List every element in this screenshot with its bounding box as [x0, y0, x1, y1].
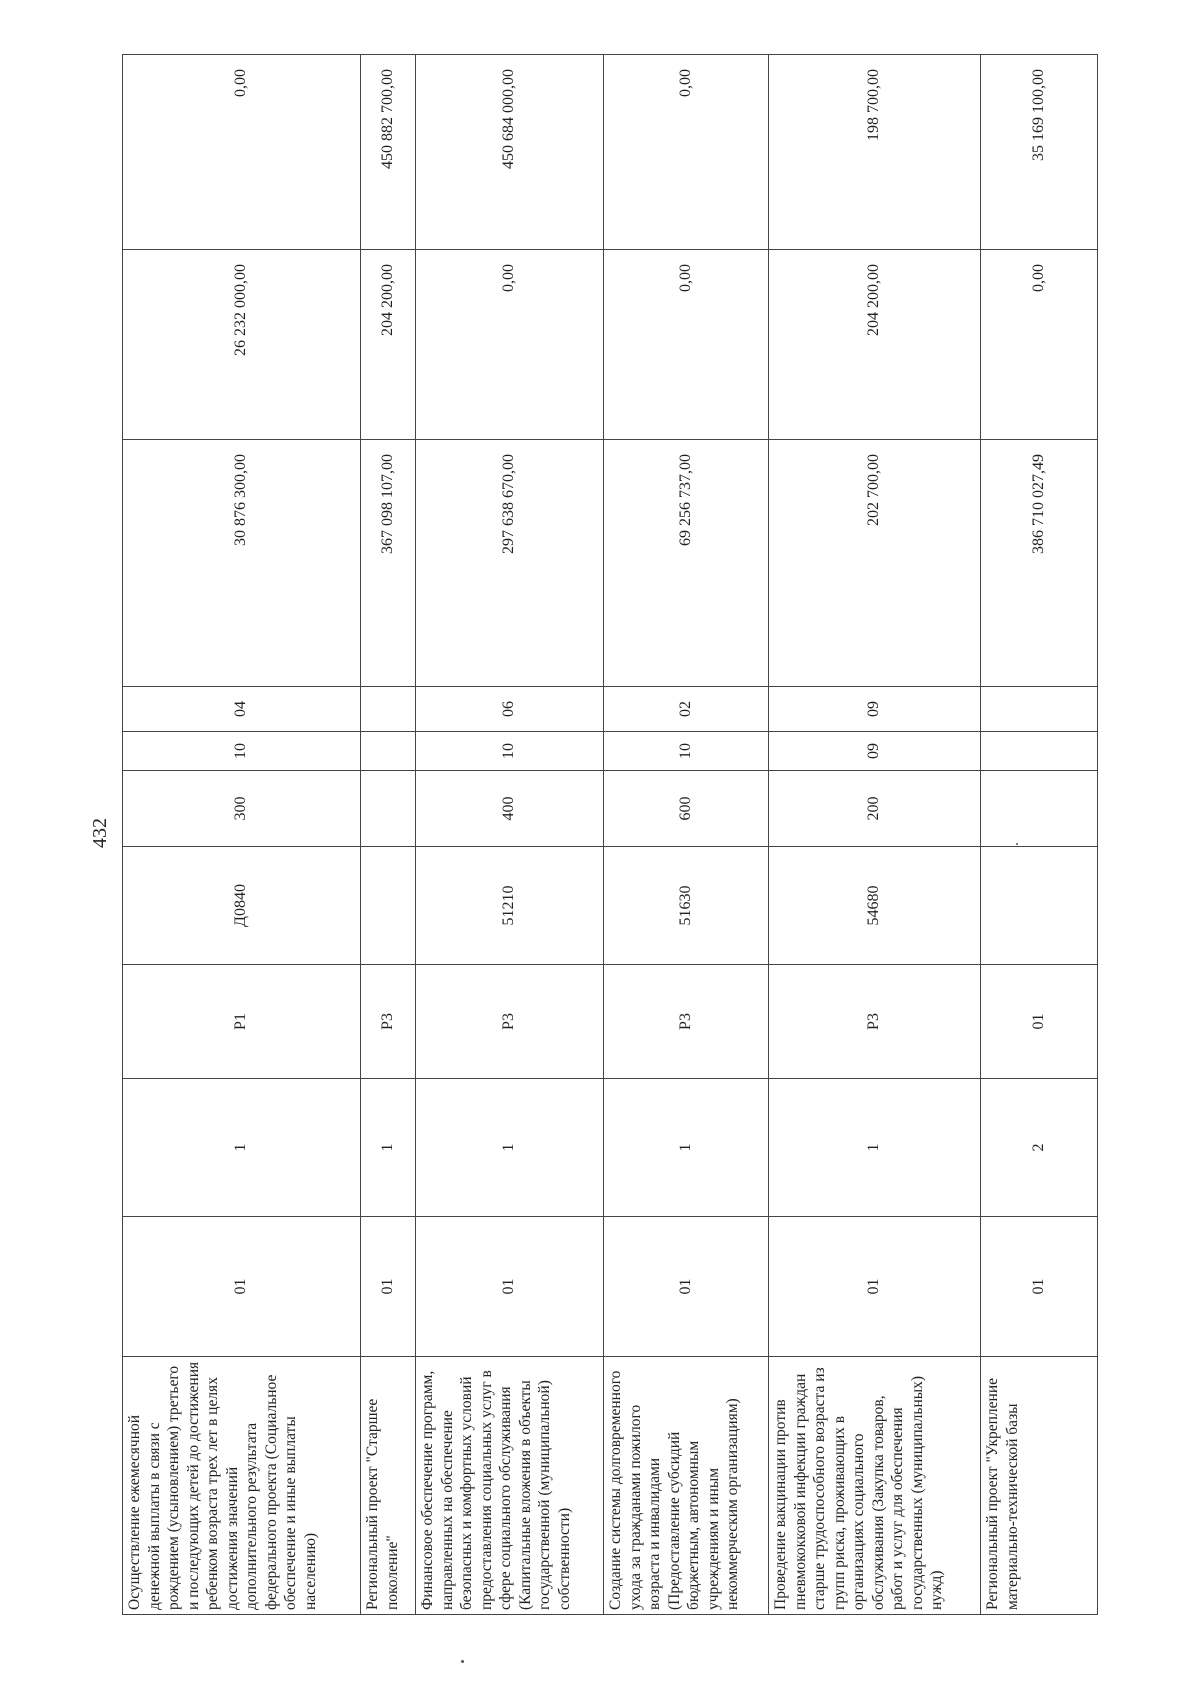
cell-subsection: 09: [769, 687, 981, 732]
cell-subsection: 02: [604, 687, 769, 732]
cell-project: P3: [416, 965, 604, 1079]
cell-sum-2: 0,00: [981, 250, 1098, 440]
cell-expense-type: 300: [123, 771, 361, 847]
cell-program: 01: [604, 1217, 769, 1357]
cell-expense-type: 400: [416, 771, 604, 847]
cell-subsection: 04: [123, 687, 361, 732]
cell-section: 10: [604, 732, 769, 771]
cell-project: P3: [769, 965, 981, 1079]
cell-section: 10: [123, 732, 361, 771]
cell-sum-1: 202 700,00: [769, 440, 981, 687]
table-row: [416, 55, 604, 1615]
cell-sum-2: 26 232 000,00: [123, 250, 361, 440]
cell-sum-3: 450 684 000,00: [416, 55, 604, 250]
row-name: Создание системы долговременного ухода за гражданами пожилого возраста и инвалидами (Предоставление субсидий бюджетным, автономным учреждениям и иным некоммерческим организациям): [604, 1357, 769, 1615]
cell-subsection: [361, 687, 416, 732]
cell-direction: 51630: [604, 847, 769, 965]
row-name: Финансовое обеспечение программ, направленных на обеспечение безопасных и комфортных условий предоставления социальных услуг в сфере социального обслуживания (Капитальные вложения в объекты государственной (муниципальной) собственности): [416, 1357, 604, 1615]
cell-subprogram: 1: [604, 1079, 769, 1217]
cell-subsection: [981, 687, 1098, 732]
table-row: [769, 55, 981, 1615]
cell-project: P3: [361, 965, 416, 1079]
cell-expense-type: 600: [604, 771, 769, 847]
cell-direction: 54680: [769, 847, 981, 965]
cell-sum-1: 30 876 300,00: [123, 440, 361, 687]
cell-subprogram: 2: [981, 1079, 1098, 1217]
cell-direction: 51210: [416, 847, 604, 965]
cell-subprogram: 1: [769, 1079, 981, 1217]
table-row: [123, 55, 361, 1615]
cell-program: 01: [123, 1217, 361, 1357]
cell-program: 01: [416, 1217, 604, 1357]
cell-sum-1: 297 638 670,00: [416, 440, 604, 687]
cell-direction: [361, 847, 416, 965]
cell-sum-3: 0,00: [604, 55, 769, 250]
cell-section: 10: [416, 732, 604, 771]
cell-program: 01: [769, 1217, 981, 1357]
cell-program: 01: [981, 1217, 1098, 1357]
cell-section: [361, 732, 416, 771]
cell-subsection: 06: [416, 687, 604, 732]
cell-expense-type: [981, 771, 1098, 847]
row-name: Региональный проект "Старшее поколение": [361, 1357, 416, 1615]
cell-subprogram: 1: [361, 1079, 416, 1217]
row-name: Проведение вакцинации против пневмококковой инфекции граждан старше трудоспособного возраста из групп риска, проживающих в организациях социального обслуживания (Закупка товаров, работ и услуг для обеспечения государственных (муниципальных) нужд): [769, 1357, 981, 1615]
cell-expense-type: 200: [769, 771, 981, 847]
cell-section: 09: [769, 732, 981, 771]
cell-sum-3: 198 700,00: [769, 55, 981, 250]
cell-sum-1: 367 098 107,00: [361, 440, 416, 687]
cell-sum-1: 386 710 027,49: [981, 440, 1098, 687]
cell-expense-type: [361, 771, 416, 847]
table-row: [981, 55, 1098, 1615]
cell-sum-3: 0,00: [123, 55, 361, 250]
scan-speck: [1016, 843, 1018, 845]
cell-sum-2: 204 200,00: [361, 250, 416, 440]
cell-program: 01: [361, 1217, 416, 1357]
cell-direction: Д0840: [123, 847, 361, 965]
cell-direction: [981, 847, 1098, 965]
scan-speck: [461, 1660, 464, 1663]
cell-project: 01: [981, 965, 1098, 1079]
table-row: [604, 55, 769, 1615]
cell-sum-2: 0,00: [416, 250, 604, 440]
budget-table-rotated: [122, 55, 1097, 1615]
budget-table-wrapper: [122, 55, 1097, 1615]
cell-sum-3: 35 169 100,00: [981, 55, 1098, 250]
cell-project: P3: [604, 965, 769, 1079]
cell-section: [981, 732, 1098, 771]
row-name: Осуществление ежемесячной денежной выплаты в связи с рождением (усыновлением) третьего и последующих детей до достижения ребенком возраста трех лет в целях достижения значений дополнительного результата федерального проекта (Социальное обеспечение и иные выплаты населению): [123, 1357, 361, 1615]
cell-subprogram: 1: [416, 1079, 604, 1217]
cell-subprogram: 1: [123, 1079, 361, 1217]
page-number: 432: [89, 818, 111, 848]
row-name: Региональный проект "Укрепление материально-технической базы: [981, 1357, 1098, 1615]
table-row: [361, 55, 416, 1615]
cell-sum-3: 450 882 700,00: [361, 55, 416, 250]
cell-sum-2: 0,00: [604, 250, 769, 440]
cell-sum-1: 69 256 737,00: [604, 440, 769, 687]
budget-table: [122, 54, 1098, 1615]
cell-project: P1: [123, 965, 361, 1079]
cell-sum-2: 204 200,00: [769, 250, 981, 440]
